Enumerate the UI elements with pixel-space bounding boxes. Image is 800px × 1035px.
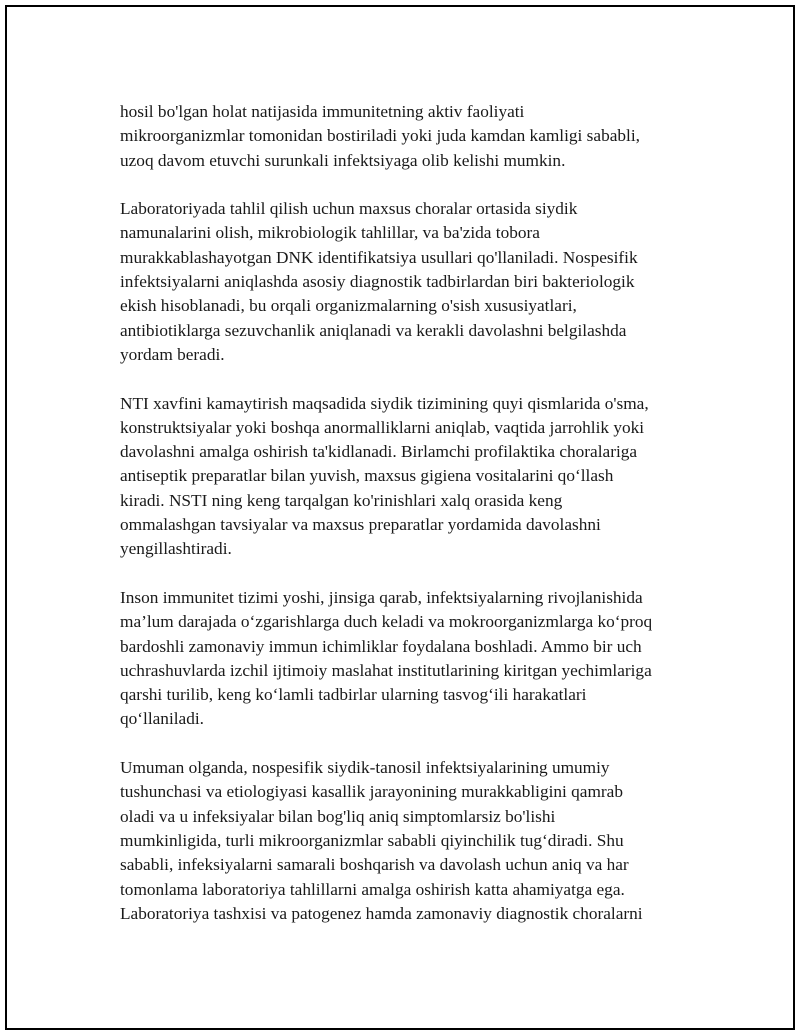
text-line: oladi va u infeksiyalar bilan bog'liq aniq simptomlarsiz bo'lishi — [120, 806, 556, 826]
page-frame — [5, 5, 795, 1030]
paragraph-2 — [120, 197, 700, 367]
text-line: tushunchasi va etiologiyasi kasallik jarayonining murakkabligini qamrab — [120, 782, 623, 802]
text-line: yengillashtiradi. — [120, 539, 232, 559]
text-line: infektsiyalarni aniqlashda asosiy diagnostik tadbirlardan biri bakteriologik — [120, 272, 635, 292]
text-line: Inson immunitet tizimi yoshi, jinsiga qarab, infektsiyalarning rivojlanishida — [120, 587, 643, 607]
text-line: tomonlama laboratoriya tahlillarni amalga oshirish katta ahamiyatga ega. — [120, 879, 625, 899]
text-line: mumkinligida, turli mikroorganizmlar sababli qiyinchilik tug‘diradi. Shu — [120, 830, 624, 850]
document-body — [120, 100, 700, 926]
text-line: ommalashgan tavsiyalar va maxsus preparatlar yordamida davolashni — [120, 515, 601, 535]
paragraph-3 — [120, 392, 700, 562]
text-line: NTI xavfini kamaytirish maqsadida siydik tizimining quyi qismlarida o'sma, — [120, 393, 649, 413]
text-line: Laboratoriyada tahlil qilish uchun maxsus choralar ortasida siydik — [120, 199, 578, 219]
text-line: davolashni amalga oshirish ta'kidlanadi. Birlamchi profilaktika choralariga — [120, 442, 638, 462]
text-line: bardoshli zamonaviy immun ichimliklar foydalana boshladi. Ammo bir uch — [120, 636, 642, 656]
text-line: Umuman olganda, nospesifik siydik-tanosil infektsiyalarining umumiy — [120, 758, 610, 778]
text-line: murakkablashayotgan DNK identifikatsiya usullari qo'llaniladi. Nospesifik — [120, 247, 638, 267]
text-line: ekish hisoblanadi, bu orqali organizmalarning o'sish xususiyatlari, — [120, 296, 577, 316]
text-line: sababli, infeksiyalarni samarali boshqarish va davolash uchun aniq va har — [120, 855, 629, 875]
text-line: qo‘llaniladi. — [120, 709, 204, 729]
text-line: Laboratoriya tashxisi va patogenez hamda zamonaviy diagnostik choralarni — [120, 903, 643, 923]
text-line: namunalarini olish, mikrobiologik tahlillar, va ba'zida tobora — [120, 223, 540, 243]
paragraph-1 — [120, 100, 700, 173]
text-line: uzoq davom etuvchi surunkali infektsiyaga olib kelishi mumkin. — [120, 150, 566, 170]
text-line: qarshi turilib, keng ko‘lamli tadbirlar ularning tasvog‘ili harakatlari — [120, 685, 587, 705]
text-line: antiseptik preparatlar bilan yuvish, maxsus gigiena vositalarini qo‘llash — [120, 466, 614, 486]
text-line: ma’lum darajada o‘zgarishlarga duch keladi va mokroorganizmlarga ko‘proq — [120, 612, 653, 632]
text-line: antibiotiklarga sezuvchanlik aniqlanadi va kerakli davolashni belgilashda — [120, 320, 627, 340]
text-line: uchrashuvlarda izchil ijtimoiy maslahat institutlarining kiritgan yechimlariga — [120, 660, 652, 680]
paragraph-5 — [120, 756, 700, 926]
text-line: yordam beradi. — [120, 344, 225, 364]
text-line: kiradi. NSTI ning keng tarqalgan ko'rinishlari xalq orasida keng — [120, 490, 563, 510]
paragraph-4 — [120, 586, 700, 732]
text-line: mikroorganizmlar tomonidan bostiriladi yoki juda kamdan kamligi sababli, — [120, 126, 640, 146]
text-line: hosil bo'lgan holat natijasida immunitetning aktiv faoliyati — [120, 102, 525, 121]
text-line: konstruktsiyalar yoki boshqa anormalliklarni aniqlab, vaqtida jarrohlik yoki — [120, 417, 645, 437]
